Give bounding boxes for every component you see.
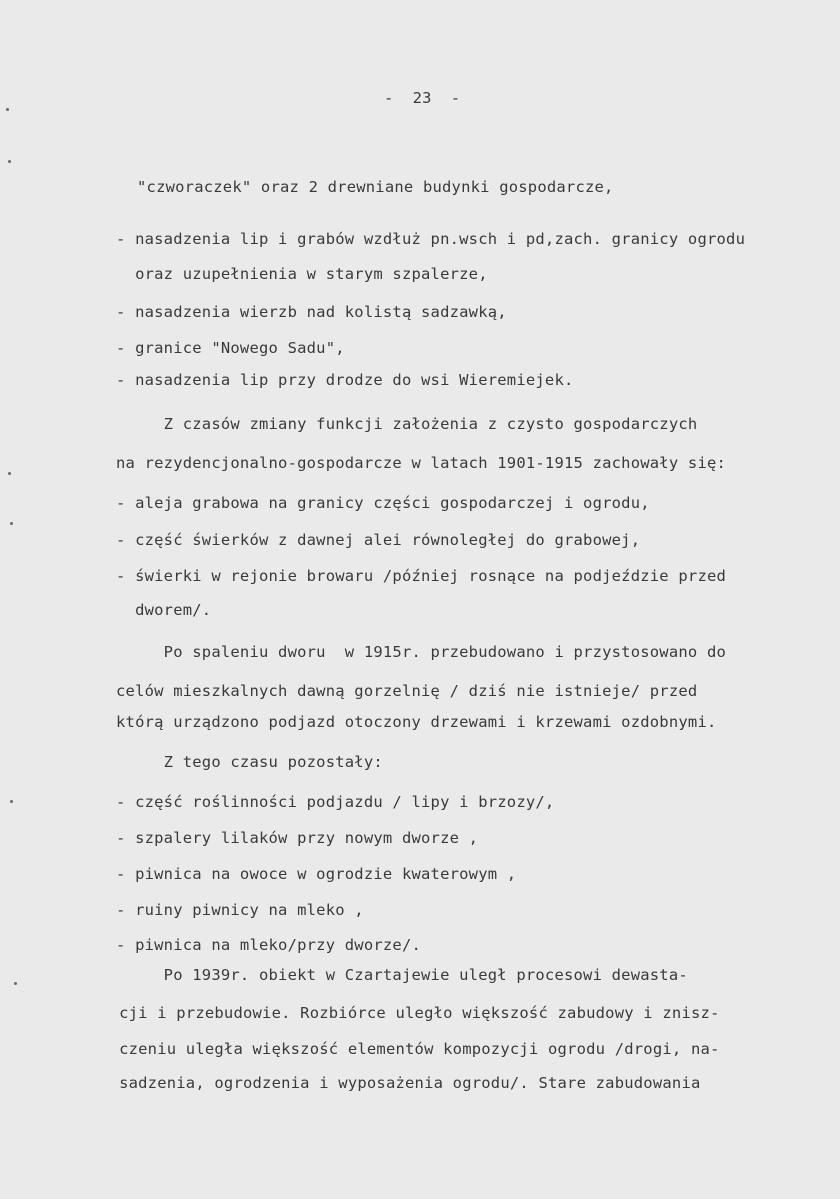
- text-line: "czworaczek" oraz 2 drewniane budynki gospodarcze,: [137, 178, 614, 196]
- text-line: celów mieszkalnych dawną gorzelnię / dziś nie istnieje/ przed: [116, 682, 698, 700]
- page-number: - 23 -: [384, 89, 461, 107]
- margin-mark: [10, 800, 13, 803]
- margin-mark: [8, 160, 11, 163]
- text-line: czeniu uległa większość elementów kompozycji ogrodu /drogi, na-: [100, 1040, 720, 1058]
- text-line: - nasadzenia lip i grabów wzdłuż pn.wsch i pd,zach. granicy ogrodu: [116, 230, 746, 248]
- margin-mark: [8, 472, 11, 475]
- text-line: oraz uzupełnienia w starym szpalerze,: [116, 265, 488, 283]
- text-line: - nasadzenia lip przy drodze do wsi Wieremiejek.: [116, 371, 574, 389]
- text-line: na rezydencjonalno-gospodarcze w latach 1901-1915 zachowały się:: [116, 454, 727, 472]
- text-line: - część świerków z dawnej alei równoległej do grabowej,: [116, 531, 641, 549]
- text-line: sadzenia, ogrodzenia i wyposażenia ogrodu/. Stare zabudowania: [100, 1074, 701, 1092]
- text-line: - piwnica na owoce w ogrodzie kwaterowym ,: [116, 865, 517, 883]
- text-line: - świerki w rejonie browaru /później rosnące na podjeździe przed: [116, 567, 727, 585]
- margin-mark: [10, 522, 13, 525]
- margin-mark: [14, 982, 17, 985]
- text-line: Po 1939r. obiekt w Czartajewie uległ procesowi dewasta-: [116, 966, 688, 984]
- text-line: dworem/.: [116, 601, 212, 619]
- text-line: Z czasów zmiany funkcji założenia z czysto gospodarczych: [116, 415, 698, 433]
- text-line: Po spaleniu dworu w 1915r. przebudowano i przystosowano do: [116, 643, 727, 661]
- text-line: którą urządzono podjazd otoczony drzewami i krzewami ozdobnymi.: [116, 713, 717, 731]
- text-line: - aleja grabowa na granicy części gospodarczej i ogrodu,: [116, 494, 650, 512]
- text-line: cji i przebudowie. Rozbiórce uległo większość zabudowy i znisz-: [100, 1004, 720, 1022]
- text-line: - część roślinności podjazdu / lipy i brzozy/,: [116, 793, 555, 811]
- text-line: - piwnica na mleko/przy dworze/.: [116, 936, 422, 954]
- margin-mark: [6, 108, 9, 111]
- text-line: Z tego czasu pozostały:: [116, 753, 383, 771]
- text-line: - ruiny piwnicy na mleko ,: [116, 901, 364, 919]
- text-line: - szpalery lilaków przy nowym dworze ,: [116, 829, 479, 847]
- text-line: - granice "Nowego Sadu",: [116, 339, 345, 357]
- text-line: - nasadzenia wierzb nad kolistą sadzawką,: [116, 303, 507, 321]
